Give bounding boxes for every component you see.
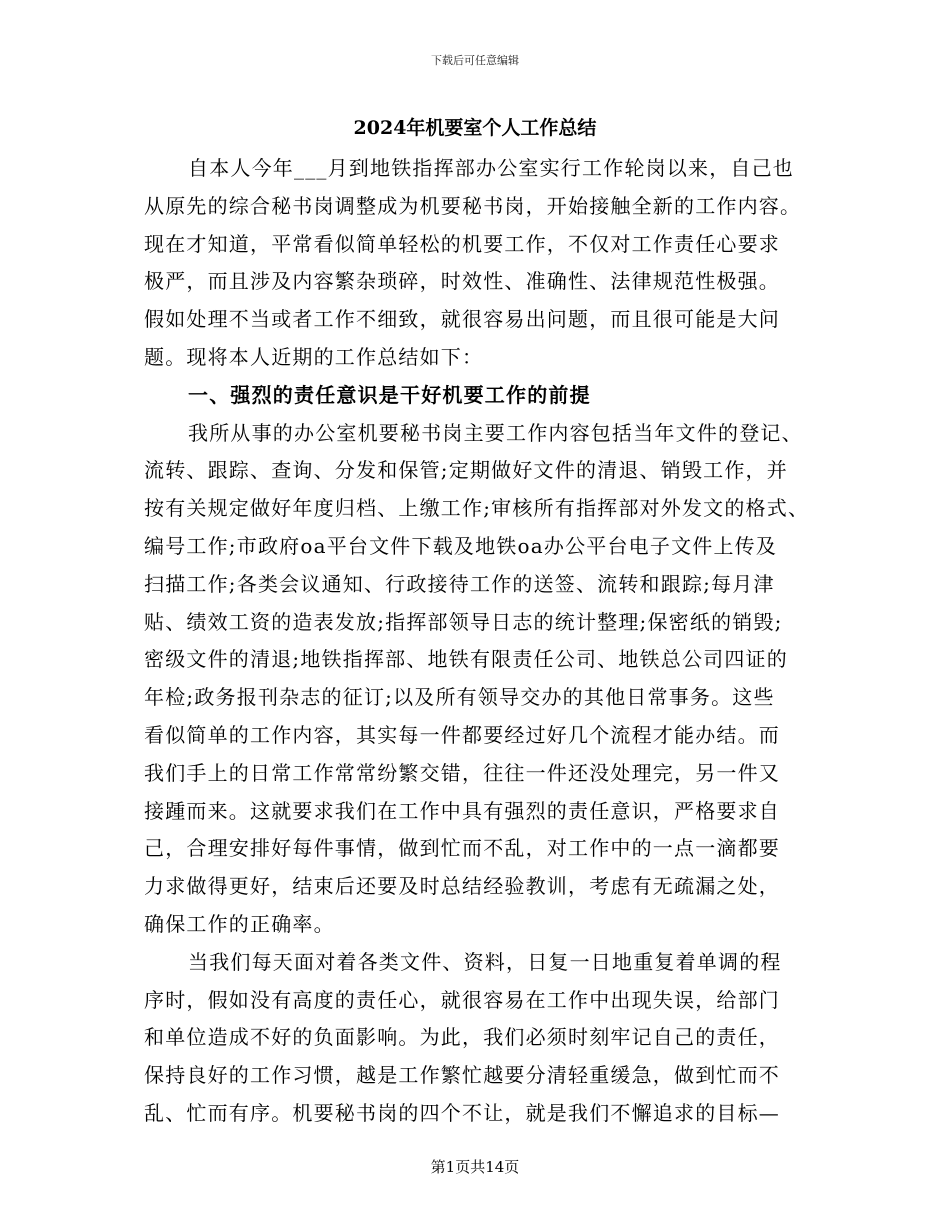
paragraph-line: 编号工作;市政府oa平台文件下载及地铁oa办公平台电子文件上传及: [144, 533, 778, 558]
paragraph-line: 扫描工作;各类会议通知、行政接待工作的送签、流转和跟踪;每月津: [144, 571, 775, 596]
paragraph-line: 按有关规定做好年度归档、上缴工作;审核所有指挥部对外发文的格式、: [144, 496, 810, 521]
paragraph-line: 力求做得更好，结束后还要及时总结经验教训，考虑有无疏漏之处，: [144, 874, 780, 899]
paragraph-line: 从原先的综合秘书岗调整成为机要秘书岗，开始接触全新的工作内容。: [144, 193, 802, 218]
paragraph-line: 当我们每天面对着各类文件、资料，日复一日地重复着单调的程: [188, 949, 782, 974]
paragraph-line: 看似简单的工作内容，其实每一件都要经过好几个流程才能办结。而: [144, 722, 780, 747]
paragraph-line: 己，合理安排好每件事情，做到忙而不乱，对工作中的一点一滴都要: [144, 836, 780, 861]
paragraph-line: 和单位造成不好的负面影响。为此，我们必须时刻牢记自己的责任，: [144, 1025, 780, 1050]
paragraph-line: 乱、忙而有序。机要秘书岗的四个不让，就是我们不懈追求的目标—: [144, 1100, 780, 1125]
paragraph-line: 我们手上的日常工作常常纷繁交错，往往一件还没处理完，另一件又: [144, 760, 780, 785]
paragraph-line: 保持良好的工作习惯，越是工作繁忙越要分清轻重缓急，做到忙而不: [144, 1063, 780, 1088]
paragraph-line: 现在才知道，平常看似简单轻松的机要工作，不仅对工作责任心要求: [144, 231, 780, 256]
paragraph-line: 序时，假如没有高度的责任心，就很容易在工作中出现失误，给部门: [144, 987, 780, 1012]
paragraph-line: 年检;政务报刊杂志的征订;以及所有领导交办的其他日常事务。这些: [144, 685, 775, 710]
document-body: [144, 150, 816, 1133]
section-heading: 一、强烈的责任意识是干好机要工作的前提: [188, 382, 591, 407]
paragraph-line: 接踵而来。这就要求我们在工作中具有强烈的责任意识，严格要求自: [144, 798, 780, 823]
paragraph-line: 极严，而且涉及内容繁杂琐碎，时效性、准确性、法律规范性极强。: [144, 269, 780, 294]
paragraph-line: 贴、绩效工资的造表发放;指挥部领导日志的统计整理;保密纸的销毁;: [144, 609, 783, 634]
paragraph-line: 自本人今年___月到地铁指挥部办公室实行工作轮岗以来，自己也: [188, 156, 794, 180]
page-number: 第1页共14页: [430, 1158, 520, 1176]
paragraph-line: 流转、跟踪、查询、分发和保管;定期做好文件的清退、销毁工作，并: [144, 458, 788, 483]
paragraph-line: 密级文件的清退;地铁指挥部、地铁有限责任公司、地铁总公司四证的: [144, 647, 788, 672]
paragraph-line: 我所从事的办公室机要秘书岗主要工作内容包括当年文件的登记、: [188, 420, 803, 445]
paragraph-line: 题。现将本人近期的工作总结如下：: [144, 344, 484, 369]
document-title: 2024年机要室个人工作总结: [353, 117, 597, 139]
paragraph-line: 确保工作的正确率。: [144, 911, 335, 936]
paragraph-line: 假如处理不当或者工作不细致，就很容易出问题，而且很可能是大问: [144, 307, 780, 332]
page-header-note: 下载后可任意编辑: [431, 54, 519, 67]
